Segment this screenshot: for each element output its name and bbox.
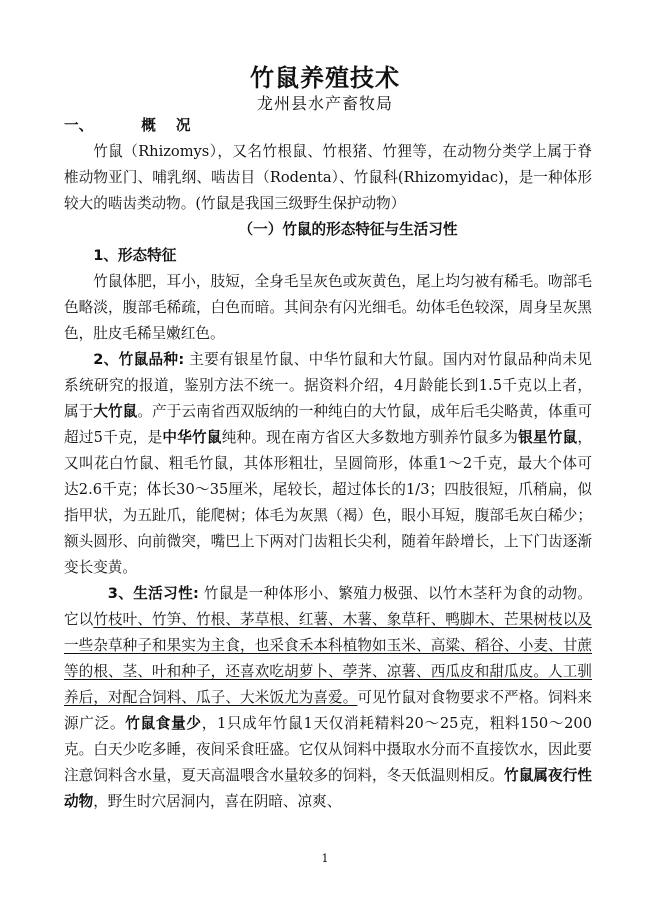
overview-paragraph: 竹鼠（Rhizomys），又名竹根鼠、竹根猪、竹狸等，在动物分类学上属于脊椎动物亚门、哺乳纲、啮齿目（Rodenta）、竹鼠科(Rhizomyidac)，是一种体形较大的啮齿类动物。(竹鼠是我国三级野生保护动物） [64, 143, 592, 212]
section-title-char-1: 概 [141, 117, 156, 134]
section-title-char-2: 况 [175, 117, 191, 134]
section-heading-overview [64, 113, 592, 139]
breed-silver-star-bamboo-rat: 银星竹鼠 [518, 429, 578, 446]
morphology-heading: 1、形态特征 [93, 247, 177, 264]
habits-text-1: 竹鼠是一种体形小、繁殖力极强、以竹木茎秆为食的动物。它以 [64, 585, 593, 628]
nocturnal-lead: 竹鼠属夜行性动物 [64, 767, 592, 810]
document-subtitle: 龙州县水产畜牧局 [256, 94, 393, 113]
habits-text-3: ，1只成年竹鼠1天仅消耗精料20～25克，粗料150～200克。白天少吃多睡，夜间采食旺盛。它仅从饲料中摄取水分而不直接饮水，因此要注意饲料含水量，夏天高温喂含水量较多的饲料，冬天低温则相反。 [64, 715, 592, 784]
page-number: 1 [321, 852, 329, 865]
diet-underlined-text: 竹枝叶、竹笋、竹根、茅草根、红薯、木薯、象草秆、鸭脚木、芒果树枝以及一些杂草种子和果实为主食，也采食禾本科植物如玉米、高粱、稻谷、小麦、甘蔗等的根、茎、叶和种子，还喜欢吃胡萝卜、荸荠、凉薯、西瓜皮和甜瓜皮。人工驯养后，对配合饲料、瓜子、大米饭尤为喜爱。 [64, 611, 592, 706]
document-body [64, 113, 592, 815]
breeds-text-4: ，又叫花白竹鼠、粗毛竹鼠，其体形粗壮，呈圆筒形，体重1～2千克，最大个体可达2.6千克；体长30～35厘米，尾较长，超过体长的1/3；四肢很短，爪稍扁，似指甲状，为五趾爪，能爬树；体毛为灰黑（褐）色，眼小耳短，腹部毛灰白稀少；额头圆形、向前微突，嘴巴上下两对门齿粗长尖利，随着年龄增长，上下门齿逐渐变长变黄。 [64, 429, 592, 576]
breed-chinese-bamboo-rat: 中华竹鼠 [162, 429, 222, 446]
habits-text-4: ，野生时穴居洞内，喜在阴暗、凉爽、 [93, 793, 342, 810]
section-number: 一、 [64, 117, 94, 134]
breeds-lead: 2、竹鼠品种: [93, 351, 185, 368]
breeds-text-2: 。产于云南省西双版纳的一种纯白的大竹鼠，成年后毛尖略黄，体重可超过5千克，是 [64, 403, 592, 446]
food-intake-lead: 竹鼠食量少 [125, 715, 202, 732]
morphology-paragraph: 竹鼠体肥，耳小，肢短，全身毛呈灰色或灰黄色，尾上均匀被有稀毛。吻部毛色略淡，腹部毛稀疏，白色而暗。其间杂有闪光细毛。幼体毛色较深，周身呈灰黑色，肚皮毛稀呈嫩红色。 [64, 273, 592, 342]
subsection-heading: （一）竹鼠的形态特征与生活习性 [238, 221, 458, 238]
breed-big-bamboo-rat: 大竹鼠 [93, 403, 138, 420]
habits-lead: 3、生活习性: [107, 585, 199, 602]
breeds-text-1: 主要有银星竹鼠、中华竹鼠和大竹鼠。国内对竹鼠品种尚未见系统研究的报道，鉴别方法不统一。据资料介绍，4月龄能长到1.5千克以上者，属于 [64, 351, 592, 420]
document-title: 竹鼠养殖技术 [250, 64, 400, 92]
habits-paragraph [64, 581, 592, 815]
breeds-paragraph [64, 347, 592, 581]
breeds-text-3: 纯种。现在南方省区大多数地方驯养竹鼠多为 [221, 429, 519, 446]
habits-text-2: 可见竹鼠对食物要求不严格。饲料来源广泛。 [64, 689, 592, 732]
